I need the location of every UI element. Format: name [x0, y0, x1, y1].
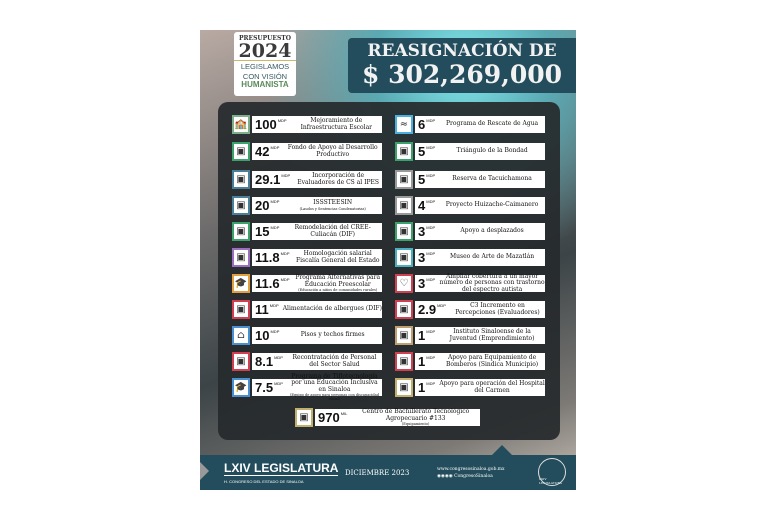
item-unit: MDP — [426, 145, 436, 150]
item-label-box — [252, 249, 382, 266]
item-unit: MDP — [270, 199, 280, 204]
item-unit: MDP — [277, 118, 287, 123]
item-label-box — [252, 327, 382, 344]
house-icon: ⌂ — [232, 326, 250, 345]
medical-staff-icon: ▣ — [232, 352, 250, 371]
budget-item — [395, 352, 545, 371]
item-label-box — [415, 223, 545, 240]
logo-line2: CON VISIÓN — [242, 72, 288, 81]
congress-name: H. CONGRESO DEL ESTADO DE SINALOA — [224, 479, 304, 484]
people-icon: ▣ — [395, 222, 413, 241]
item-amount: 4 — [418, 198, 426, 213]
item-description — [439, 202, 545, 209]
budget-item — [232, 248, 382, 267]
logo-line1: LEGISLAMOS — [240, 62, 290, 71]
footer-notch — [492, 445, 512, 455]
item-amount: 100 — [255, 117, 277, 132]
item-unit: MDP — [274, 355, 283, 360]
building-icon: ▣ — [232, 222, 250, 241]
item-description — [351, 409, 480, 426]
item-note: (Equipo de apoyo para personas con discapacidad visual) — [289, 393, 379, 402]
item-amount: 10 — [255, 328, 270, 343]
budget-item — [395, 274, 545, 293]
budget-item — [395, 378, 545, 397]
infographic — [200, 30, 576, 490]
item-label-box — [252, 116, 382, 133]
item-amount: 7.5 — [255, 380, 274, 395]
budget-item — [232, 326, 382, 345]
item-label-box — [415, 353, 545, 370]
congress-seal-icon — [538, 458, 566, 486]
item-label-box — [415, 272, 545, 293]
budget-item — [232, 115, 382, 134]
item-description — [439, 148, 545, 155]
item-note: (Equipamiento) — [401, 422, 430, 426]
budget-item — [395, 196, 545, 215]
item-note: (Laudos y Sentencias Condenatorias) — [299, 206, 366, 211]
item-unit: MDP — [281, 173, 291, 178]
item-unit: MDP — [426, 277, 436, 282]
item-label-box — [252, 143, 382, 160]
item-amount: 2.9 — [418, 302, 437, 317]
item-text: Proyecto Huizache-Caimanero — [445, 201, 539, 209]
item-description — [293, 251, 382, 264]
header-amount: $ 302,269,000 — [361, 60, 563, 89]
item-text: Apoyo para Equipamiento de Bomberos (Sindica Municipio) — [445, 354, 539, 368]
budget-item — [395, 222, 545, 241]
graduation-cap-icon: 🎓 — [232, 274, 250, 293]
item-description — [439, 381, 545, 394]
item-description — [439, 121, 545, 128]
item-description — [283, 225, 382, 238]
item-text: Museo de Arte de Mazatlán — [450, 253, 535, 261]
item-amount: 11 — [255, 302, 269, 317]
item-text: Apoyo para operación del Hospital del Carmen — [439, 380, 545, 394]
item-amount: 29.1 — [255, 172, 281, 187]
budget-item — [232, 222, 382, 241]
item-label-box — [415, 197, 545, 214]
item-note: (Educación a niños de comunidades rurales) — [298, 288, 378, 292]
item-text: Programa Alternativas para Educación Preescolar — [295, 274, 381, 288]
item-text: Apoyo a desplazados — [460, 227, 524, 235]
budget-item — [395, 248, 545, 267]
item-description — [283, 332, 382, 339]
item-unit: MDP — [269, 303, 279, 308]
seal-text: LXIV LEGISLATURA — [539, 477, 562, 485]
item-description — [439, 329, 545, 342]
heart-icon: ♡ — [395, 274, 413, 293]
item-description — [283, 306, 382, 313]
budget-item — [232, 372, 382, 402]
item-unit: MDP — [280, 277, 290, 282]
document-icon: ▣ — [232, 196, 250, 215]
store-icon: ▣ — [232, 142, 250, 161]
item-label-box — [252, 301, 382, 318]
item-unit: MDP — [437, 303, 446, 308]
budget-logo — [234, 32, 296, 96]
item-description — [283, 145, 382, 158]
family-icon: ▣ — [395, 142, 413, 161]
item-amount: 5 — [418, 144, 426, 159]
items-panel — [218, 102, 560, 440]
item-unit: MDP — [426, 173, 436, 178]
item-text: Incorporación de Evaluadores de CS al IPES — [297, 172, 379, 186]
social-handle[interactable]: ◉◉◉◉ CongresoSinaloa — [437, 474, 493, 479]
agriculture-icon: ▣ — [295, 408, 313, 427]
budget-item — [395, 115, 545, 134]
shelter-icon: ▣ — [232, 300, 250, 319]
item-unit: MDP — [426, 251, 436, 256]
item-text: Programa de Tiflotecnología por una Educación Inclusiva en Sinaloa — [291, 372, 378, 393]
item-description — [291, 118, 382, 131]
item-unit: MDP — [426, 118, 436, 123]
header-banner — [348, 38, 576, 93]
item-description — [439, 274, 545, 294]
item-text: Remodelación del CREE-Culiacán (DIF) — [294, 224, 371, 238]
item-description — [287, 355, 382, 368]
item-unit: MIL — [340, 411, 348, 416]
item-amount: 6 — [418, 117, 426, 132]
item-unit: MDP — [426, 329, 436, 334]
item-text: Centro de Bachillerato Tecnológico Agropecuario #133 — [362, 408, 470, 422]
item-description — [287, 374, 382, 402]
item-description — [439, 254, 545, 261]
budget-item — [232, 352, 382, 371]
item-amount: 8.1 — [255, 354, 274, 369]
legislature-title: LXIV LEGISLATURA — [224, 461, 339, 475]
item-amount: 5 — [418, 172, 426, 187]
item-amount: 1 — [418, 328, 426, 343]
logo-year: 2024 — [234, 42, 296, 61]
item-description — [293, 275, 382, 292]
budget-item — [232, 196, 382, 215]
item-label-box — [252, 372, 382, 402]
item-text: Programa de Rescate de Agua — [445, 120, 539, 128]
item-unit: MDP — [270, 225, 280, 230]
item-unit: MDP — [426, 355, 436, 360]
item-amount: 1 — [418, 380, 426, 395]
logo-top: PRESUPUESTO — [239, 35, 291, 42]
museum-icon: ▣ — [395, 248, 413, 267]
budget-item — [232, 170, 382, 189]
item-amount: 1 — [418, 354, 426, 369]
item-text: ISSSTEESIN — [313, 199, 353, 207]
item-unit: MDP — [426, 381, 436, 386]
item-description — [294, 173, 382, 186]
item-text: Mejoramiento de Infraestructura Escolar — [300, 117, 373, 131]
item-text: C3 Incremento en Percepciones (Evaluadores) — [455, 302, 540, 316]
item-amount: 3 — [418, 224, 426, 239]
hospital-icon: ▣ — [395, 378, 413, 397]
water-icon: ≈ — [395, 115, 413, 134]
item-text: Triángulo de la Bondad — [456, 147, 528, 155]
item-label-box — [252, 197, 382, 214]
item-label-box — [415, 143, 545, 160]
footer-arrow-icon — [200, 462, 209, 480]
item-label-box — [415, 171, 545, 188]
school-icon: 🏫 — [232, 115, 250, 134]
item-label-box — [415, 116, 545, 133]
graduation-cap-icon: 🎓 — [232, 378, 250, 397]
item-label-box — [252, 275, 382, 292]
item-label-box — [415, 379, 545, 396]
item-description — [439, 355, 545, 368]
map-icon: ▣ — [395, 196, 413, 215]
website-link[interactable]: www.congresosinaloa.gob.mx — [437, 467, 505, 472]
item-label-box — [415, 327, 545, 344]
item-description — [450, 303, 545, 316]
budget-item — [395, 326, 545, 345]
item-label-box — [252, 353, 382, 370]
item-description — [439, 176, 545, 183]
youth-icon: ▣ — [395, 326, 413, 345]
contact — [437, 466, 505, 480]
item-text: Alimentación de albergues (DIF) — [282, 305, 382, 313]
item-unit: MDP — [274, 381, 283, 386]
item-amount: 970 — [318, 410, 340, 425]
logo-line3: HUMANISTA — [241, 80, 289, 89]
budget-item — [395, 170, 545, 189]
item-unit: MDP — [270, 145, 280, 150]
item-amount: 3 — [418, 276, 426, 291]
item-description — [283, 200, 382, 211]
handcuffs-icon: ▣ — [232, 248, 250, 267]
budget-item — [395, 142, 545, 161]
item-unit: MDP — [426, 225, 436, 230]
budget-item — [232, 300, 382, 319]
item-amount: 11.6 — [255, 276, 280, 291]
item-label-box — [315, 409, 480, 426]
item-unit: MDP — [426, 199, 436, 204]
item-text: Reserva de Tacuichamona — [452, 175, 532, 183]
item-unit: MDP — [270, 329, 280, 334]
firefighter-icon: ▣ — [395, 352, 413, 371]
item-amount: 3 — [418, 250, 426, 265]
item-amount: 11.8 — [255, 250, 280, 265]
item-amount: 42 — [255, 144, 270, 159]
item-text: Fondo de Apoyo al Desarrollo Productivo — [287, 144, 378, 158]
item-text: Homologación salarial Fiscalía General del Estado — [295, 250, 380, 264]
item-text: Recontratación de Personal del Sector Salud — [292, 354, 377, 368]
item-label-box — [415, 301, 545, 318]
item-label-box — [252, 223, 382, 240]
budget-item — [232, 274, 382, 293]
item-text: Pisos y techos firmes — [300, 331, 365, 339]
header-title: REASIGNACIÓN DE — [367, 41, 557, 61]
chart-icon: ▣ — [232, 170, 250, 189]
budget-item — [395, 300, 545, 319]
item-amount: 20 — [255, 198, 270, 213]
nature-reserve-icon: ▣ — [395, 170, 413, 189]
budget-item — [232, 142, 382, 161]
item-text: Ampliar cobertura a un mayor número de personas con trastorno del espectro autista — [439, 272, 545, 293]
footer — [200, 455, 576, 490]
item-text: Instituto Sinaloense de la Juventud (Emprendimiento) — [449, 328, 535, 342]
date: DICIEMBRE 2023 — [345, 469, 410, 477]
item-unit: MDP — [280, 251, 290, 256]
item-description — [439, 228, 545, 235]
budget-item — [295, 408, 480, 427]
item-label-box — [415, 249, 545, 266]
item-amount: 15 — [255, 224, 270, 239]
chart-icon: ▣ — [395, 300, 413, 319]
item-label-box — [252, 171, 382, 188]
